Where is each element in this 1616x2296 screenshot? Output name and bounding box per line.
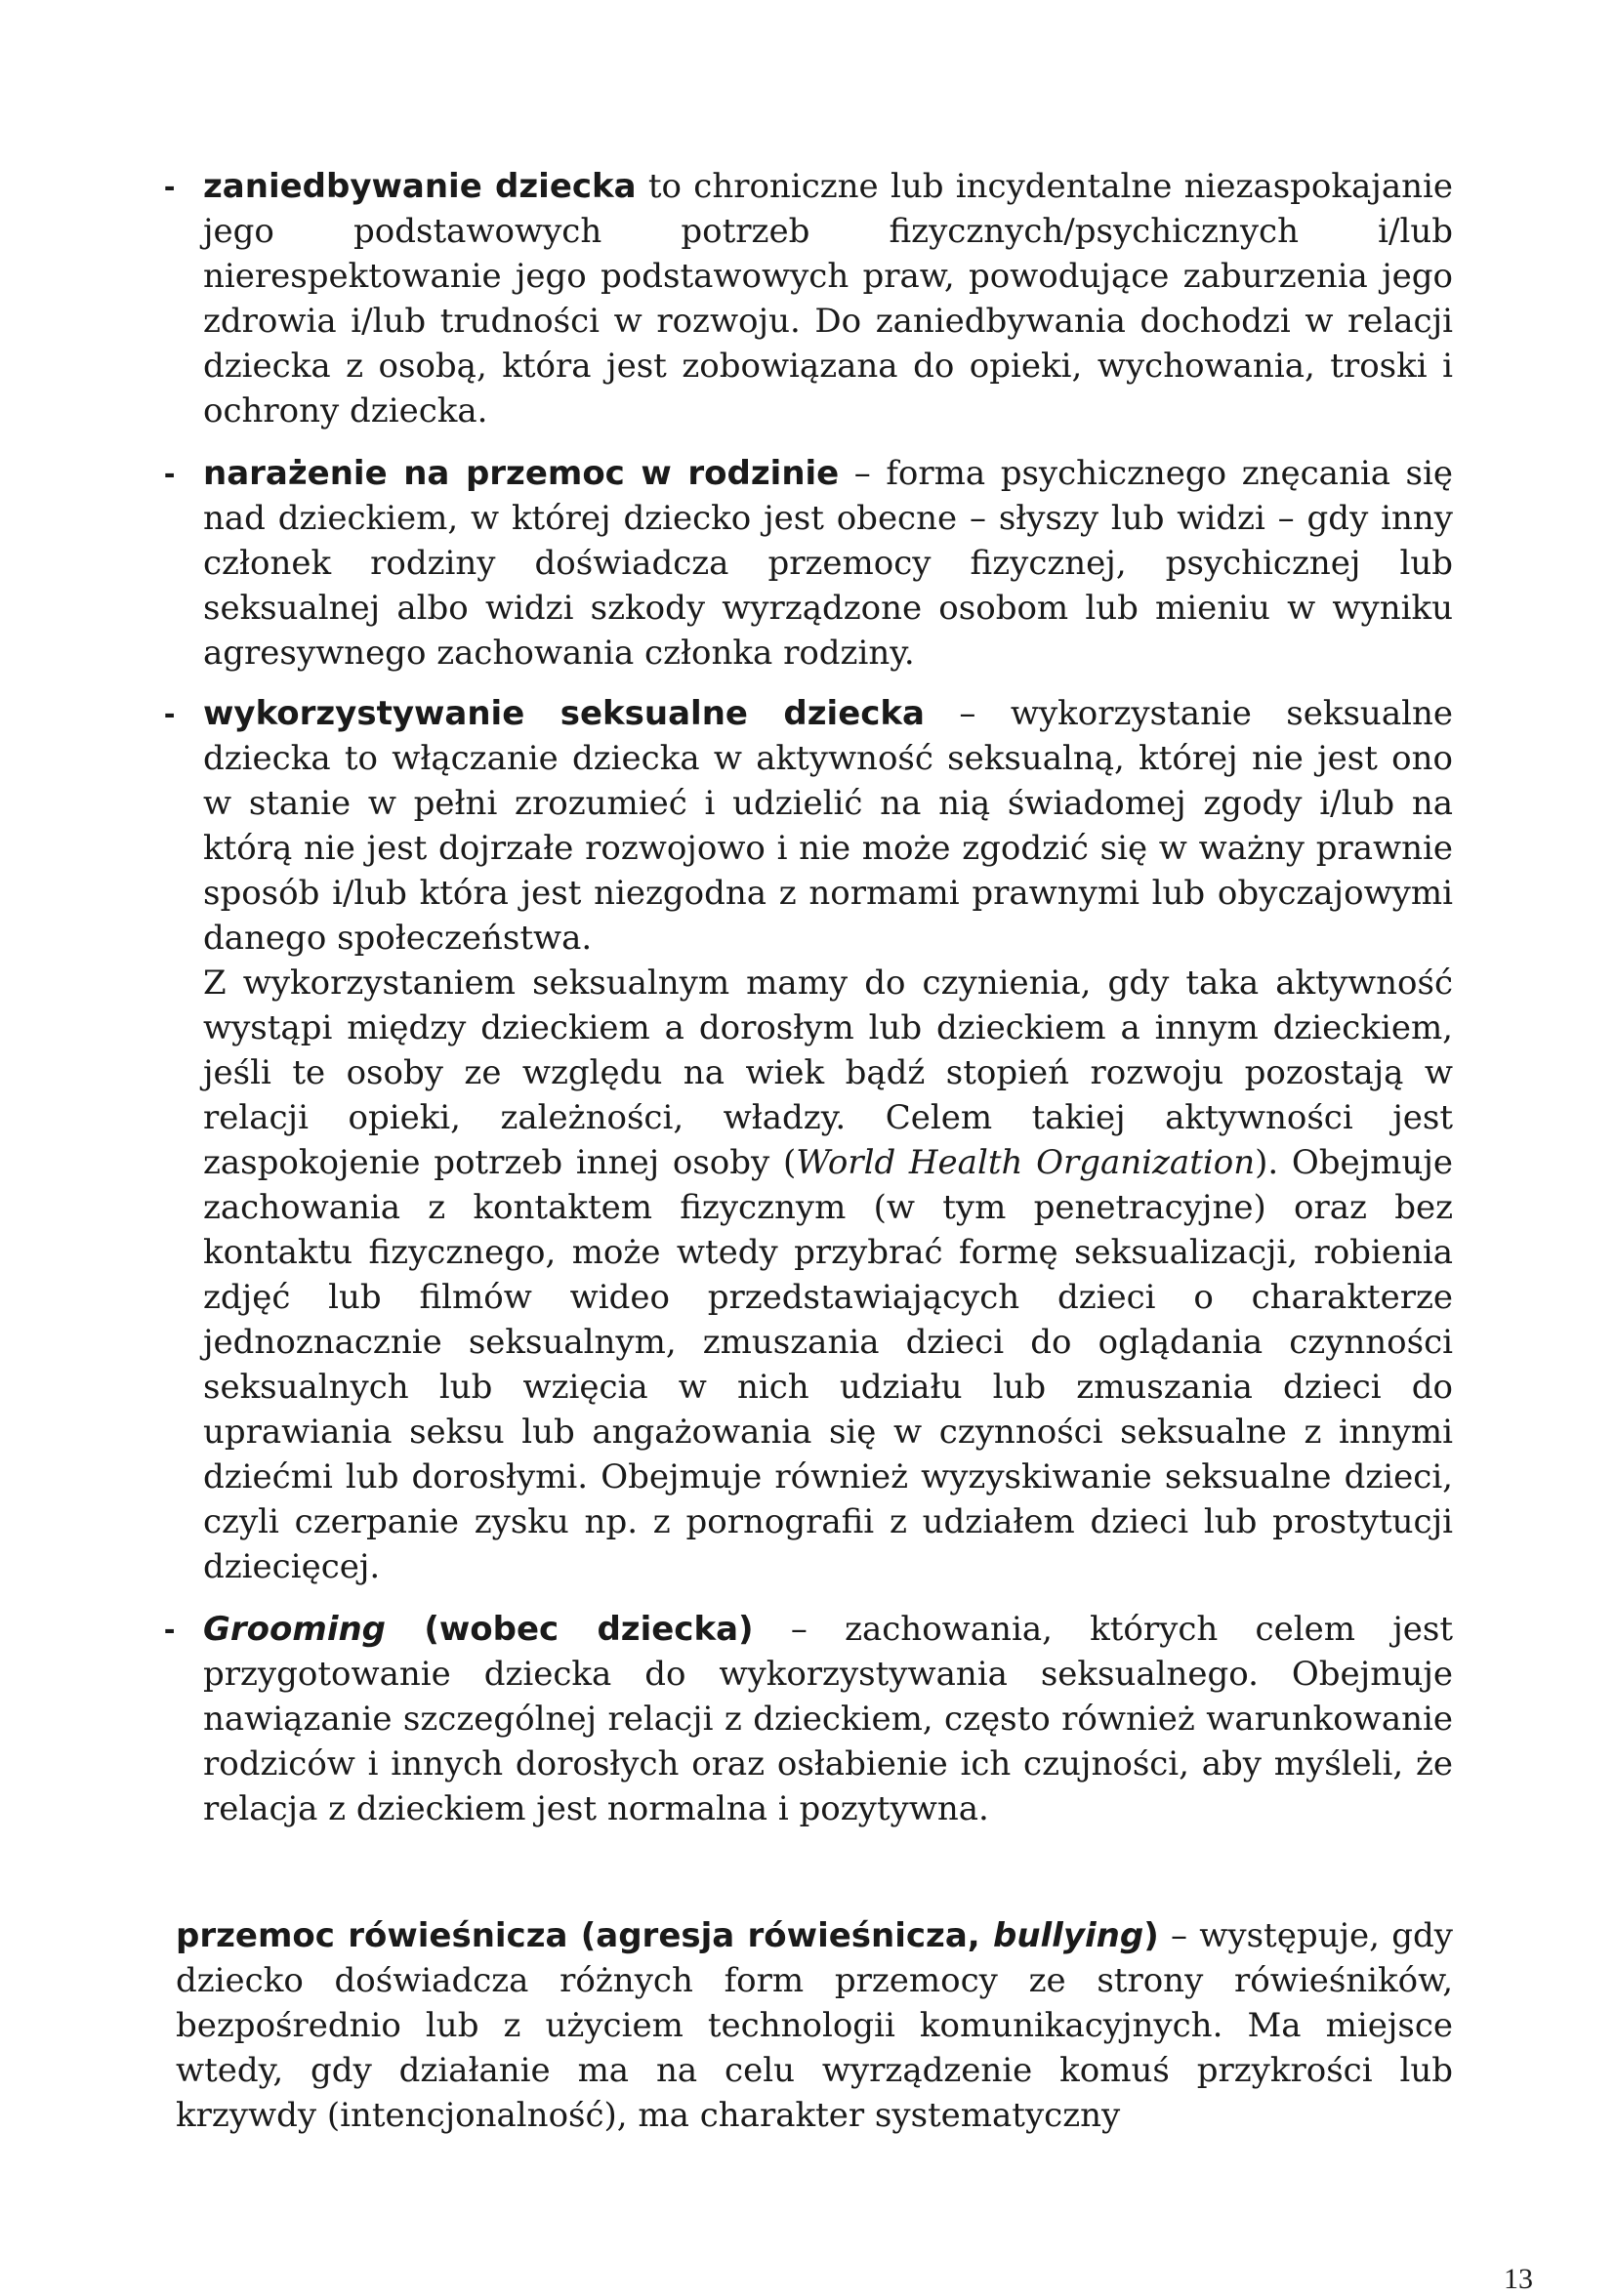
- definition-domestic-violence-exposure: [164, 451, 1453, 676]
- term-grooming: Grooming: [203, 1610, 387, 1649]
- list-dash: -: [164, 1611, 176, 1648]
- definition-text: [203, 1607, 1453, 1831]
- definition-text: [203, 691, 1453, 961]
- definition-body: – zachowania, których celem jest przygotowanie dziecka do wykorzystywania seksualnego. Obejmuje nawiązanie szczególnej relacji z dzieckiem, często również warunkowanie rodziców i innych dorosłych oraz osłabienie ich czujności, aby myśleli, że relacja z dzieckiem jest normalna i pozytywna.: [203, 1610, 1453, 1828]
- list-dash: -: [164, 168, 176, 205]
- term-sexual-abuse: wykorzystywanie seksualne dziecka: [203, 694, 925, 733]
- definition-body: – występuje, gdy dziecko doświadcza różnych form przemocy ze strony rówieśników, bezpośrednio lub z użyciem technologii komunikacyjnych. Ma miejsce wtedy, gdy działanie ma na celu wyrządzenie komuś przykrości lub krzywdy (intencjonalność), ma charakter systematyczny: [176, 1916, 1453, 2135]
- definition-text-continued: Z wykorzystaniem seksualnym mamy do czynienia, gdy taka aktywność wystąpi między dzieckiem a dorosłym lub dzieckiem a innym dzieckiem, jeśli te osoby ze względu na wiek bądź stopień rozwoju pozostają w relacji opieki, zależności, władzy. Celem takiej aktywności jest zaspokojenie potrzeb innej osoby (World Health Organization). Obejmuje zachowania z kontaktem fizycznym (w tym penetracyjne) oraz bez kontaktu fizycznego, może wtedy przybrać formę seksualizacji, robienia zdjęć lub filmów wideo przedstawiających dzieci o charakterze jednoznacznie seksualnym, zmuszania dzieci do oglądania czynności seksualnych lub wzięcia w nich udziału lub zmuszania dzieci do uprawiania seksu lub angażowania się w czynności seksualne z innymi dziećmi lub dorosłymi. Obejmuje również wyzyskiwanie seksualne dzieci, czyli czerpanie zysku np. z pornografii z udziałem dzieci lub prostytucji dziecięcej.: [203, 964, 1453, 1586]
- definition-grooming: [164, 1607, 1453, 1831]
- term-neglect: zaniedbywanie dziecka: [203, 167, 637, 206]
- term-bullying: przemoc rówieśnicza (agresja rówieśnicza,: [176, 1916, 993, 1955]
- term-grooming-qualifier: (wobec dziecka): [386, 1610, 754, 1649]
- term-bullying-english: bullying: [992, 1916, 1144, 1955]
- list-dash: -: [164, 455, 176, 492]
- definition-text: [203, 451, 1453, 676]
- definition-sexual-abuse: [164, 691, 1453, 1589]
- term-domestic-violence-exposure: narażenie na przemoc w rodzinie: [203, 454, 840, 493]
- definition-body: – wykorzystanie seksualne dziecka to włączanie dziecka w aktywność seksualną, której nie jest ono w stanie w pełni zrozumieć i udzielić na nią świadomej zgody i/lub na którą nie jest dojrzałe rozwojowo i nie może zgodzić się w ważny prawnie sposób i/lub która jest niezgodna z normami prawnymi lub obyczajowymi danego społeczeństwa.: [203, 694, 1453, 958]
- definition-body: – forma psychicznego znęcania się nad dzieckiem, w której dziecko jest obecne – słyszy lub widzi – gdy inny członek rodziny doświadcza przemocy fizycznej, psychicznej lub seksualnej albo widzi szkody wyrządzone osobom lub mieniu w wyniku agresywnego zachowania członka rodziny.: [203, 454, 1453, 673]
- page-number: 13: [1504, 2263, 1533, 2295]
- definition-body: to chroniczne lub incydentalne niezaspokajanie jego podstawowych potrzeb fizycznych/psychicznych i/lub nierespektowanie jego podstawowych praw, powodujące zaburzenia jego zdrowia i/lub trudności w rozwoju. Do zaniedbywania dochodzi w relacji dziecka z osobą, która jest zobowiązana do opieki, wychowania, troski i ochrony dziecka.: [203, 167, 1453, 430]
- definition-text: przemoc rówieśnicza (agresja rówieśnicza, bullying) – występuje, gdy dziecko doświadcza różnych form przemocy ze strony rówieśników, bezpośrednio lub z użyciem technologii komunikacyjnych. Ma miejsce wtedy, gdy działanie ma na celu wyrządzenie komuś przykrości lub krzywdy (intencjonalność), ma charakter systematyczny: [176, 1916, 1453, 2135]
- definition-neglect: [164, 164, 1453, 433]
- list-dash: -: [164, 695, 176, 732]
- definition-text: [203, 164, 1453, 433]
- who-name: World Health Organization: [796, 1143, 1256, 1182]
- definition-bullying: [176, 1913, 1453, 2138]
